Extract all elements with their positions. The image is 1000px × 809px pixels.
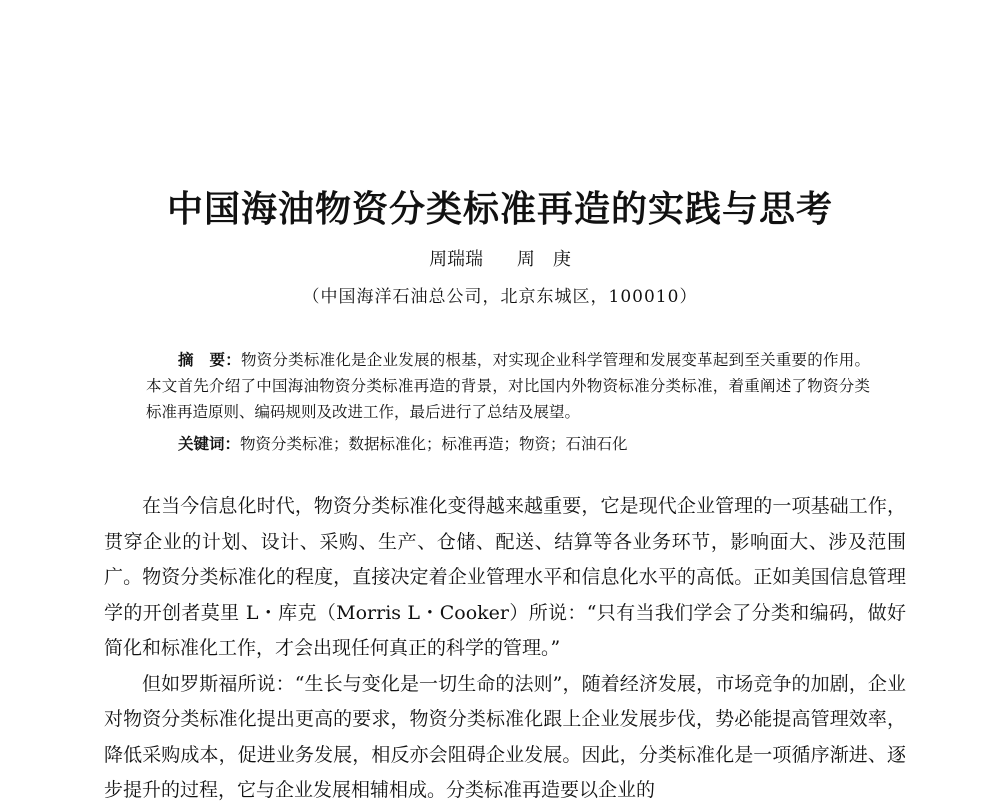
affiliation: （中国海洋石油总公司，北京东城区，100010）: [302, 287, 698, 307]
keywords: [178, 431, 878, 457]
abstract-text: 物资分类标准化是企业发展的根基，对实现企业科学管理和发展变革起到至关重要的作用。本文首先介绍了中国海油物资分类标准再造的背景，对比国内外物资标准分类标准，着重阐述了物资分类标准再造原则、编码规则及改进工作，最后进行了总结及展望。: [146, 351, 870, 421]
abstract-label: 摘 要：: [178, 351, 241, 369]
author-name: 周 庚: [516, 249, 571, 270]
body-paragraph: 但如罗斯福所说：“生长与变化是一切生命的法则”，随着经济发展，市场竞争的加剧，企业对物资分类标准化提出更高的要求，物资分类标准化跟上企业发展步伐，势必能提高管理效率，降低采购成本，促进业务发展，相反亦会阻碍企业发展。因此，分类标准化是一项循序渐进、逐步提升的过程，它与企业发展相辅相成。分类标准再造要以企业的: [104, 672, 906, 801]
keywords-label: 关键词：: [178, 435, 241, 453]
author-line: [0, 248, 1000, 272]
body-paragraph: 在当今信息化时代，物资分类标准化变得越来越重要，它是现代企业管理的一项基础工作，贯穿企业的计划、设计、采购、生产、仓储、配送、结算等各业务环节，影响面大、涉及范围广。物资分类标准化的程度，直接决定着企业管理水平和信息化水平的高低。正如美国信息管理学的开创者莫里 L・库克（Morris L・Cooker）所说：“只有当我们学会了分类和编码，做好简化和标准化工作，才会出现任何真正的科学的管理。”: [104, 495, 906, 659]
author-name: 周瑞瑞: [429, 249, 484, 270]
paper-title: 中国海油物资分类标准再造的实践与思考: [166, 189, 833, 230]
keywords-text: 物资分类标准；数据标准化；标准再造；物资；石油石化: [240, 435, 628, 453]
body-text: [104, 489, 906, 809]
abstract: [146, 347, 870, 425]
